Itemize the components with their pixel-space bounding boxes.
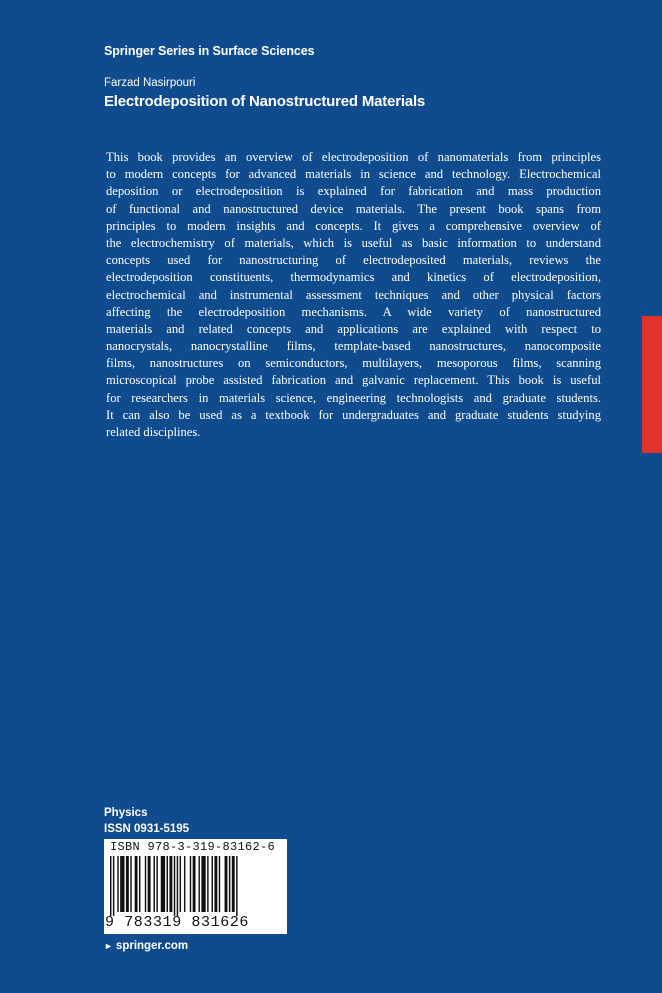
description-line: to modern concepts for advanced materials in science and technology. Electrochemical <box>106 167 601 182</box>
barcode-bar <box>120 856 124 912</box>
barcode-bars <box>110 856 282 916</box>
issn-label: ISSN 0931-5195 <box>104 823 190 835</box>
side-color-tab <box>642 316 662 453</box>
description-line: deposition or electrodeposition is explained for fabrication and mass production <box>106 184 601 199</box>
barcode-bar <box>126 856 129 912</box>
barcode-bar <box>135 856 138 912</box>
description-line: nanocrystals, nanocrystalline films, template-based nanostructures, nanocomposite <box>106 339 601 354</box>
barcode-bar <box>190 856 191 912</box>
barcode-bar <box>219 856 220 912</box>
barcode-bar <box>198 856 199 912</box>
website-text: springer.com <box>115 940 189 952</box>
book-description <box>106 149 601 441</box>
description-line: This book provides an overview of electrodeposition of nanomaterials from principles <box>106 150 601 164</box>
barcode-bar <box>177 856 178 916</box>
description-line: materials and related concepts and applications are explained with respect to <box>106 321 601 336</box>
barcode-bar <box>180 856 181 912</box>
description-line: of functional and nanostructured device materials. The present book spans from <box>106 201 601 216</box>
description-line: electrochemical and instrumental assessment techniques and other physical factors <box>106 287 601 302</box>
description-line: principles to modern insights and concepts. It gives a comprehensive overview of <box>106 218 601 233</box>
description-line: It can also be used as a textbook for undergraduates and graduate students studying <box>106 407 601 422</box>
series-title: Springer Series in Surface Sciences <box>104 44 315 58</box>
publisher-website[interactable] <box>104 940 188 952</box>
description-line: affecting the electrodeposition mechanisms. A wide variety of nanostructured <box>106 304 601 319</box>
barcode-bar <box>117 856 118 912</box>
barcode-bar <box>174 856 175 916</box>
barcode-bar <box>145 856 146 912</box>
barcode-bar <box>201 856 205 912</box>
barcode-bar <box>156 856 157 912</box>
barcode-bar <box>193 856 196 912</box>
barcode-bar <box>161 856 165 912</box>
barcode-bar <box>130 856 131 912</box>
barcode-bar <box>154 856 155 912</box>
barcode-bar <box>167 856 168 912</box>
triangle-arrow-icon: ► <box>104 941 113 951</box>
barcode-bar <box>169 856 172 912</box>
description-line: electrodeposition constituents, thermodynamics and kinetics of electrodeposition, <box>106 270 601 285</box>
isbn-text: ISBN 978-3-319-83162-6 <box>110 840 276 854</box>
barcode-bar <box>184 856 185 912</box>
description-line: related disciplines. <box>106 425 201 439</box>
book-title: Electrodeposition of Nanostructured Materials <box>104 93 426 110</box>
description-line: for researchers in materials science, engineering technologists and graduate students. <box>106 390 601 405</box>
barcode-bar <box>229 856 230 912</box>
barcode-bar <box>214 856 217 912</box>
barcode-bar <box>139 856 140 912</box>
barcode-bar <box>207 856 208 912</box>
subject-label: Physics <box>104 807 148 819</box>
description-line: concepts used for nanostructuring of electrodeposited materials, reviews the <box>106 253 601 268</box>
barcode-bar <box>110 856 111 916</box>
barcode-bar <box>232 856 235 912</box>
description-line: microscopical probe assisted fabrication and galvanic replacement. This book is useful <box>106 373 601 388</box>
author-name: Farzad Nasirpouri <box>104 77 196 89</box>
barcode-bar <box>225 856 228 912</box>
barcode-bar <box>236 856 237 916</box>
barcode-bar <box>113 856 114 916</box>
barcode-bar <box>212 856 213 912</box>
barcode-bar <box>148 856 151 912</box>
ean-number: 9 783319 831626 <box>105 914 250 931</box>
description-line: films, nanostructures on semiconductors, multilayers, mesoporous films, scanning <box>106 356 601 371</box>
description-line: the electrochemistry of materials, which is useful as basic information to understand <box>106 235 601 250</box>
barcode <box>104 839 287 934</box>
